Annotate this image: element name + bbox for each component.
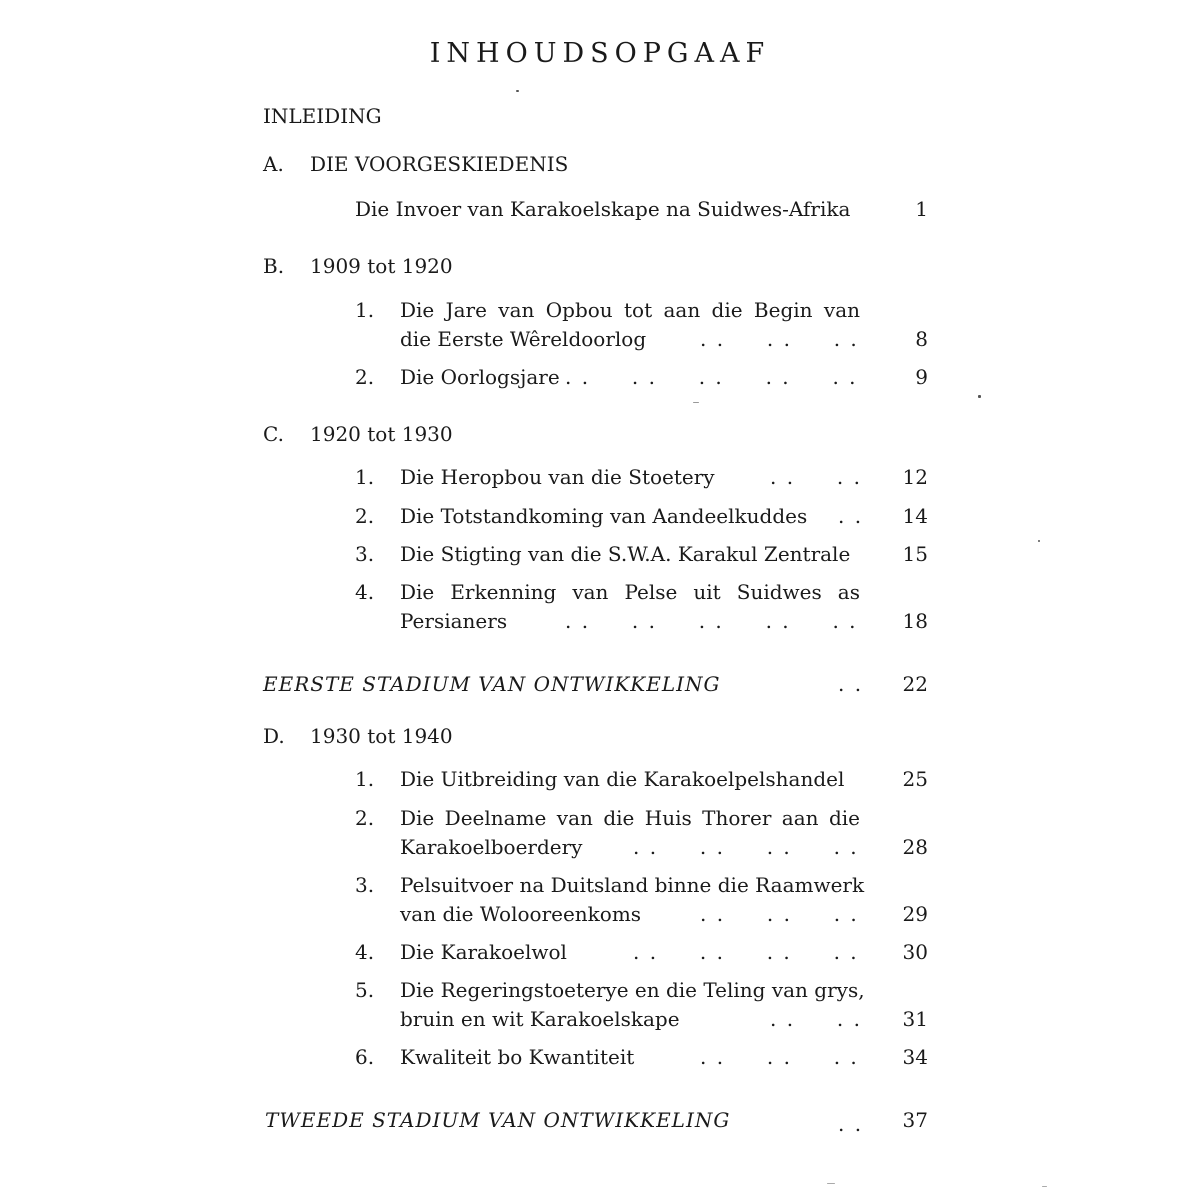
toc-entry-page: 37 — [902, 1108, 928, 1132]
toc-entry-text-cont: die Eerste Wêreldoorlog — [400, 327, 647, 351]
stage-two-heading: TWEEDE STADIUM VAN ONTWIKKELING — [265, 1108, 731, 1132]
dot-leader: . . — [838, 1112, 864, 1136]
scan-speck — [978, 395, 981, 398]
toc-entry-number: 1. — [355, 767, 375, 791]
dot-leader: . . . . . . . . — [633, 835, 859, 859]
toc-entry-page: 9 — [915, 365, 928, 389]
toc-entry-text: Die Heropbou van die Stoetery — [400, 465, 715, 489]
toc-entry-number: 2. — [355, 806, 375, 830]
page-title: INHOUDSOPGAAF — [429, 38, 771, 69]
toc-entry-page: 8 — [915, 327, 928, 351]
toc-entry-page: 14 — [902, 504, 928, 528]
toc-entry-text-cont: Karakoelboerdery — [400, 835, 583, 859]
dot-leader: . . . . — [770, 465, 862, 489]
toc-entry-text: Die Uitbreiding van die Karakoelpelshandel — [400, 767, 845, 791]
toc-entry-text: Die Stigting van die S.W.A. Karakul Zentrale — [400, 542, 851, 566]
toc-entry-text: Die Totstandkoming van Aandeelkuddes — [400, 504, 808, 528]
intro-heading: INLEIDING — [263, 104, 382, 128]
toc-entry-page: 34 — [902, 1045, 928, 1069]
toc-entry-number: 1. — [355, 298, 375, 322]
section-a-letter: A. — [263, 152, 284, 176]
toc-entry-page: 1 — [915, 197, 928, 221]
section-d-letter: D. — [263, 724, 285, 748]
toc-entry-number: 1. — [355, 465, 375, 489]
toc-entry-text-cont: bruin en wit Karakoelskape — [400, 1007, 680, 1031]
toc-entry-text: Kwaliteit bo Kwantiteit — [400, 1045, 635, 1069]
toc-entry-text: Die Invoer van Karakoelskape na Suidwes-Afrika — [355, 197, 851, 221]
scan-speck — [1038, 540, 1040, 542]
toc-entry-text: Die Deelname van die Huis Thorer aan die — [400, 806, 860, 830]
section-a-heading: DIE VOORGESKIEDENIS — [310, 152, 569, 176]
scan-speck — [827, 1183, 835, 1184]
toc-entry-page: 28 — [902, 835, 928, 859]
dot-leader: . . — [838, 672, 864, 696]
section-c-letter: C. — [263, 422, 284, 446]
dot-leader: . . — [838, 504, 864, 528]
toc-entry-text: Die Jare van Opbou tot aan die Begin van — [400, 298, 860, 322]
toc-entry-page: 29 — [902, 902, 928, 926]
toc-entry-number: 4. — [355, 580, 375, 604]
section-b-heading: 1909 tot 1920 — [310, 254, 453, 278]
dot-leader: . . . . . . — [700, 327, 859, 351]
toc-entry-page: 12 — [902, 465, 928, 489]
toc-entry-page: 31 — [902, 1007, 928, 1031]
dot-leader: . . . . . . — [700, 1045, 859, 1069]
scan-speck — [693, 402, 699, 403]
toc-entry-text: Die Oorlogsjare — [400, 365, 560, 389]
toc-entry-number: 6. — [355, 1045, 375, 1069]
toc-entry-page: 22 — [902, 672, 928, 696]
toc-entry-page: 25 — [902, 767, 928, 791]
toc-entry-number: 3. — [355, 873, 375, 897]
toc-entry-text-cont: Persianers — [400, 609, 508, 633]
section-c-heading: 1920 tot 1930 — [310, 422, 453, 446]
scan-speck — [1042, 1186, 1047, 1187]
toc-entry-number: 4. — [355, 940, 375, 964]
toc-entry-text: Die Regeringstoeterye en die Teling van grys, — [400, 978, 865, 1002]
section-d-heading: 1930 tot 1940 — [310, 724, 453, 748]
dot-leader: . . . . . . . . . . — [565, 609, 858, 633]
scan-speck — [516, 90, 519, 92]
toc-entry-text-cont: van die Wolooreenkoms — [400, 902, 642, 926]
toc-entry-page: 30 — [902, 940, 928, 964]
toc-entry-number: 5. — [355, 978, 375, 1002]
section-b-letter: B. — [263, 254, 285, 278]
toc-entry-text: Die Erkenning van Pelse uit Suidwes as — [400, 580, 860, 604]
toc-entry-number: 2. — [355, 504, 375, 528]
toc-entry-page: 18 — [902, 609, 928, 633]
dot-leader: . . . . . . — [700, 902, 859, 926]
toc-entry-text: Pelsuitvoer na Duitsland binne die Raamwerk — [400, 873, 865, 897]
stage-one-heading: EERSTE STADIUM VAN ONTWIKKELING — [263, 672, 721, 696]
dot-leader: . . . . — [770, 1007, 862, 1031]
dot-leader: . . . . . . . . . . — [565, 365, 858, 389]
toc-entry-number: 3. — [355, 542, 375, 566]
toc-entry-page: 15 — [902, 542, 928, 566]
dot-leader: . . . . . . . . — [633, 940, 859, 964]
toc-entry-number: 2. — [355, 365, 375, 389]
toc-entry-text: Die Karakoelwol — [400, 940, 567, 964]
